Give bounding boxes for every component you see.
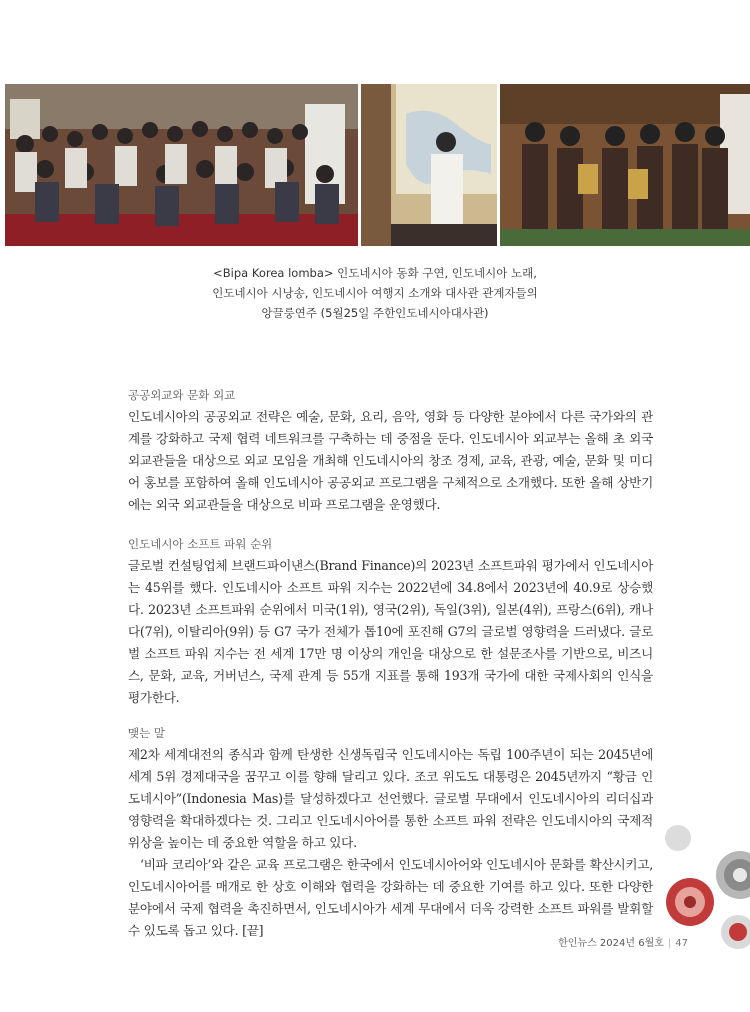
caption-line: <Bipa Korea lomba> 인도네시아 동화 구연, 인도네시아 노래, [213, 266, 537, 280]
section-paragraph: 제2차 세계대전의 종식과 함께 탄생한 신생독립국 인도네시아는 독립 100주년이 되는 2045년에 세계 5위 경제대국을 꿈꾸고 이를 향해 달리고 있다. 조코 위도도 대통령은 2045년까지 “황금 인도네시아”(Indonesia Mas)를 달성하겠다고 선언했다. 글로벌 무대에서 인도네시아의 리더십과 영향력을 확대하겠다는 것. 그리고 인도네시아어를 통한 소프트 파워 전략은 인도네시아의 국제적 위상을 높이는 데 중요한 역할을 하고 있다. [128, 747, 653, 850]
section-soft-power-ranking [128, 535, 653, 709]
footer-separator: | [667, 938, 672, 949]
publication-name: 한인뉴스 2024년 6월호 [558, 938, 664, 949]
caption-line: 앙끌룽연주 (5월25일 주한인도네시아대사관) [261, 306, 489, 320]
page-footer [558, 934, 688, 949]
section-title: 공공외교와 문화 외교 [128, 388, 236, 402]
section-title: 맺는 말 [128, 726, 165, 740]
presenter-photo [361, 84, 497, 246]
photo-strip [5, 84, 750, 246]
section-conclusion [128, 724, 653, 942]
page-number: 47 [675, 938, 688, 949]
section-paragraph: 글로벌 컨설팅업체 브랜드파이낸스(Brand Finance)의 2023년 소프트파워 평가에서 인도네시아는 45위를 했다. 인도네시아 소프트 파워 지수는 2022년에 34.8에서 2023년에 40.9로 상승했다. 2023년 소프트파워 순위에서 미국(1위), 영국(2위), 독일(3위), 일본(4위), 프랑스(6위), 캐나다(7위), 이탈리아(9위) 등 G7 국가 전체가 톱10에 포진해 G7의 글로벌 영향력을 드러냈다. 글로벌 소프트 파워 지수는 전 세계 17만 명 이상의 개인을 대상으로 한 설문조사를 기반으로, 비즈니스, 문화, 교육, 거버넌스, 국제 관계 등 55개 지표를 통해 193개 국가에 대한 국제사회의 인식을 평가한다. [128, 558, 653, 705]
group-photo [5, 84, 358, 246]
batik-ornament [660, 820, 750, 950]
section-public-diplomacy [128, 386, 653, 516]
caption-line: 인도네시아 시낭송, 인도네시아 여행지 소개와 대사관 관계자들의 [212, 286, 538, 300]
section-paragraph: 인도네시아의 공공외교 전략은 예술, 문화, 요리, 음악, 영화 등 다양한 분야에서 다른 국가와의 관계를 강화하고 국제 협력 네트워크를 구축하는 데 중점을 둔다. 인도네시아 외교부는 올해 초 외국 외교관들을 대상으로 외교 모임을 개최해 인도네시아의 창조 경제, 교육, 관광, 예술, 문화 및 미디어 홍보를 포함하여 올해 인도네시아 공공외교 프로그램을 구체적으로 소개했다. 또한 올해 상반기에는 외국 외교관들을 대상으로 비파 프로그램을 운영했다. [128, 409, 653, 512]
section-paragraph: ‘비파 코리아’와 같은 교육 프로그램은 한국에서 인도네시아어와 인도네시아 문화를 확산시키고, 인도네시아어를 매개로 한 상호 이해와 협력을 강화하는 데 중요한 기여를 하고 있다. 또한 다양한 분야에서 국제 협력을 촉진하면서, 인도네시아가 세계 무대에서 더욱 강력한 소프트 파워를 발휘할 수 있도록 돕고 있다. [끝] [128, 857, 653, 938]
section-title: 인도네시아 소프트 파워 순위 [128, 537, 273, 551]
photo-caption [0, 263, 750, 323]
performance-photo [500, 84, 750, 246]
